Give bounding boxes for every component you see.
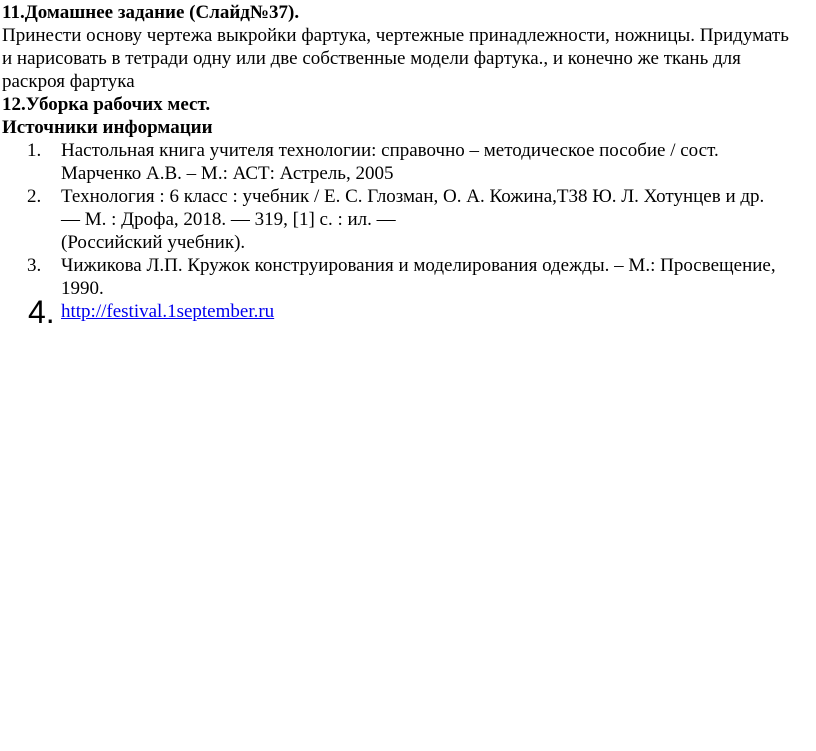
list-item-text-line: (Российский учебник). <box>61 232 246 253</box>
list-item-text-line: Настольная книга учителя технологии: справочно – методическое пособие / сост. <box>61 140 719 161</box>
list-item-text-line: Технология : 6 класс : учебник / Е. С. Глозман, О. А. Кожина,Т38 Ю. Л. Хотунцев и др. <box>61 186 765 207</box>
list-item-number: 1. <box>27 140 42 161</box>
list-item-text-line: 1990. <box>61 278 104 299</box>
list-item-number: 4. <box>28 294 55 330</box>
festival-link[interactable]: http://festival.1september.ru <box>61 301 275 322</box>
homework-heading: 11.Домашнее задание (Слайд№37). <box>2 2 300 23</box>
list-item-text-line: Чижикова Л.П. Кружок конструирования и моделирования одежды. – М.: Просвещение, <box>61 255 776 276</box>
list-item-text-line: — М. : Дрофа, 2018. — 319, [1] с. : ил. — <box>61 209 396 230</box>
homework-text-line-2: и нарисовать в тетради одну или две собственные модели фартука., и конечно же ткань для <box>2 48 741 69</box>
list-item-text-line: Марченко А.В. – М.: АСТ: Астрель, 2005 <box>61 163 394 184</box>
list-item-number: 3. <box>27 255 42 276</box>
list-item-number: 2. <box>27 186 42 207</box>
cleanup-heading: 12.Уборка рабочих мест. <box>2 94 211 115</box>
sources-heading: Источники информации <box>2 117 213 138</box>
homework-text-line-1: Принести основу чертежа выкройки фартука, чертежные принадлежности, ножницы. Придумать <box>2 25 789 46</box>
homework-text-line-3: раскроя фартука <box>2 71 135 92</box>
